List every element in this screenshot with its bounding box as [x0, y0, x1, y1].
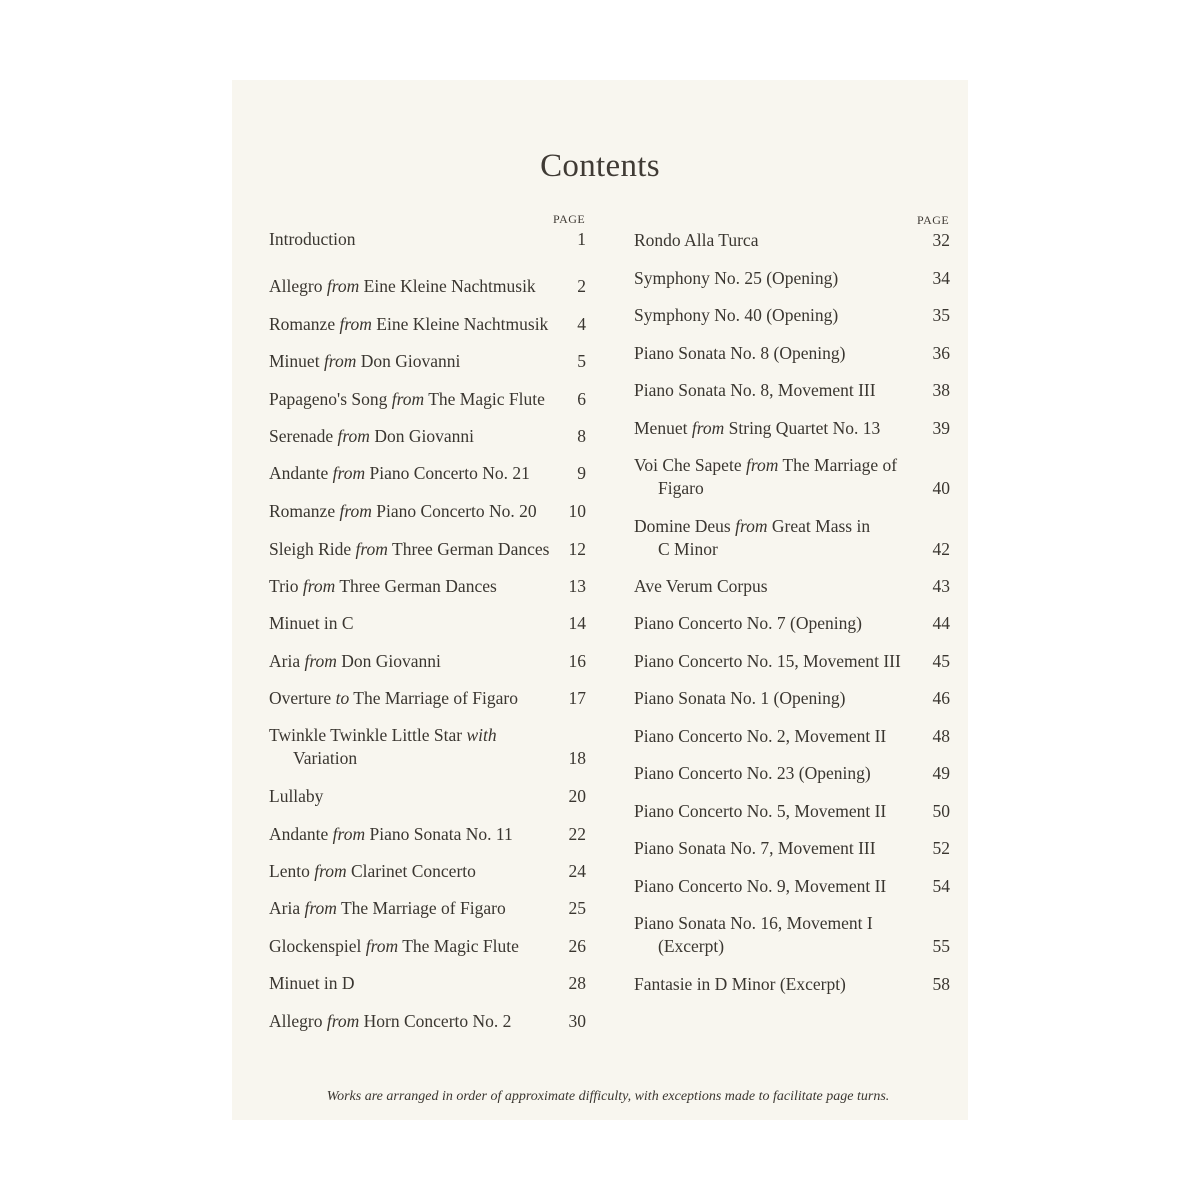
- toc-entry: [269, 462, 586, 485]
- toc-entry-title-part: Three German Dances: [335, 576, 497, 596]
- toc-entry-title-part: Piano Sonata No. 11: [365, 824, 513, 844]
- toc-entry-title-part: Lento: [269, 861, 315, 881]
- toc-entry-title-part: Serenade: [269, 426, 338, 446]
- toc-entry-title-part: Papageno's Song: [269, 389, 392, 409]
- toc-entry: [634, 575, 950, 598]
- toc-entry-page-number: 46: [932, 688, 950, 708]
- toc-entry-title: [269, 612, 354, 635]
- toc-entry-page-number: 58: [932, 974, 950, 994]
- toc-entry-page-number: 25: [568, 898, 586, 918]
- toc-entry-title: [634, 304, 838, 327]
- toc-entry-title-part: Minuet in C: [269, 613, 354, 633]
- toc-entry: [634, 912, 950, 958]
- toc-entry-title-part: Piano Concerto No. 23 (Opening): [634, 763, 871, 783]
- toc-entry-title: [634, 762, 871, 785]
- toc-entry: [269, 500, 586, 523]
- toc-entry-page-number: 5: [577, 351, 586, 371]
- toc-entry: [269, 897, 586, 920]
- toc-entry-page-number: 22: [568, 824, 586, 844]
- toc-entry: [269, 724, 586, 770]
- toc-entry-title-part: Don Giovanni: [356, 351, 461, 371]
- toc-entry-page-number: 40: [932, 478, 950, 498]
- toc-entry-title-part: Eine Kleine Nachtmusik: [359, 276, 536, 296]
- toc-entry-title: [269, 275, 536, 298]
- toc-entry: [634, 454, 950, 500]
- toc-entry: [269, 823, 586, 846]
- toc-entry: [269, 425, 586, 448]
- toc-entry: [634, 515, 950, 561]
- toc-entry: [269, 860, 586, 883]
- toc-entry-title-part: Overture: [269, 688, 336, 708]
- toc-entry-title-part: The Magic Flute: [424, 389, 545, 409]
- toc-entry-title-part: Domine Deus: [634, 516, 736, 536]
- toc-entry-title: [634, 912, 873, 958]
- toc-entry-page-number: 45: [932, 651, 950, 671]
- toc-entry-title: [634, 875, 886, 898]
- toc-entry-title-part: Allegro: [269, 276, 327, 296]
- toc-entry-connector: from: [339, 501, 372, 521]
- toc-entry-title: [634, 379, 876, 402]
- toc-entry: [269, 228, 586, 251]
- toc-entry: [634, 762, 950, 785]
- toc-entry-page-number: 49: [932, 763, 950, 783]
- toc-entry: [269, 350, 586, 373]
- toc-entry-page-number: 55: [932, 936, 950, 956]
- toc-entry-title: [269, 785, 323, 808]
- toc-entry: [634, 800, 950, 823]
- toc-entry-title-part: Glockenspiel: [269, 936, 366, 956]
- toc-entry-title: [634, 837, 876, 860]
- toc-entry-title-part: Symphony No. 25 (Opening): [634, 268, 839, 288]
- toc-entry-page-number: 26: [568, 936, 586, 956]
- toc-entry-connector: from: [337, 426, 370, 446]
- toc-entry-title-part: The Marriage of Figaro: [336, 898, 506, 918]
- toc-entry-title: [634, 650, 901, 673]
- toc-entry-title: [634, 267, 838, 290]
- toc-entry-page-number: 38: [932, 380, 950, 400]
- toc-entry-title-part: Piano Sonata No. 8 (Opening): [634, 343, 846, 363]
- toc-entry-title: [634, 687, 845, 710]
- toc-entry-title-part: Three German Dances: [387, 539, 550, 559]
- toc-entry-page-number: 30: [568, 1011, 586, 1031]
- toc-entry: [269, 612, 586, 635]
- toc-entry: [634, 650, 950, 673]
- toc-entry-page-number: 1: [577, 229, 586, 249]
- toc-entry-title-part: Aria: [269, 651, 305, 671]
- toc-entry-page-number: 13: [568, 576, 586, 596]
- toc-entry-title: [269, 860, 476, 883]
- toc-entry-title-part: Piano Concerto No. 21: [365, 463, 530, 483]
- toc-entry-title: [634, 725, 886, 748]
- toc-entry-connector: from: [314, 861, 347, 881]
- toc-entry: [634, 267, 950, 290]
- toc-entry-title: [634, 417, 880, 440]
- left-page-heading: PAGE: [553, 212, 586, 226]
- toc-entry-page-number: 28: [568, 973, 586, 993]
- toc-entry-title: [634, 229, 758, 252]
- toc-entry-title: [634, 973, 846, 996]
- toc-entry-title-part: Horn Concerto No. 2: [359, 1011, 512, 1031]
- toc-entry: [269, 972, 586, 995]
- toc-entry: [634, 229, 950, 252]
- toc-entry-title-part: Symphony No. 40 (Opening): [634, 305, 839, 325]
- toc-entry-title: [269, 350, 460, 373]
- toc-entry-title: [269, 388, 545, 411]
- toc-entry: [634, 612, 950, 635]
- toc-entry-page-number: 43: [932, 576, 950, 596]
- toc-entry-page-number: 8: [577, 426, 586, 446]
- toc-entry-page-number: 48: [932, 726, 950, 746]
- toc-entry-page-number: 6: [577, 389, 586, 409]
- toc-entry-title: [634, 515, 870, 561]
- toc-entry-title-part: Eine Kleine Nachtmusik: [371, 314, 549, 334]
- toc-entry-connector: from: [302, 576, 336, 596]
- toc-entry-title-part: Andante: [269, 463, 333, 483]
- toc-entry-title-part: Sleigh Ride: [269, 539, 356, 559]
- toc-entry-title-part: Trio: [269, 576, 303, 596]
- toc-entry-page-number: 24: [568, 861, 586, 881]
- toc-entry-title-part: Romanze: [269, 314, 340, 334]
- toc-entry-page-number: 2: [577, 276, 586, 296]
- toc-entry-page-number: 44: [932, 613, 950, 633]
- toc-entry-page-number: 32: [932, 230, 950, 250]
- toc-entry-title: [634, 575, 768, 598]
- toc-entry-title: [269, 500, 537, 523]
- toc-entry: [269, 275, 586, 298]
- toc-entry-title: [269, 462, 530, 485]
- toc-entry-title-part: Piano Concerto No. 5, Movement II: [634, 801, 887, 821]
- toc-entry-connector: with: [466, 725, 497, 745]
- toc-entry-title: [634, 612, 862, 635]
- toc-entry-title-part: Piano Concerto No. 20: [371, 501, 537, 521]
- toc-entry-title: [269, 228, 356, 251]
- toc-entry-title-part: Piano Sonata No. 8, Movement III: [634, 380, 876, 400]
- toc-entry-title-part: Clarinet Concerto: [346, 861, 476, 881]
- toc-entry: [634, 342, 950, 365]
- toc-entry-connector: from: [745, 455, 779, 475]
- toc-entry-title-part: Allegro: [269, 1011, 327, 1031]
- toc-entry-title-part: Aria: [269, 898, 305, 918]
- toc-entry-title: [634, 342, 845, 365]
- toc-entry-title-part: Minuet in D: [269, 973, 355, 993]
- toc-entry-page-number: 35: [932, 305, 950, 325]
- toc-entry-connector: to: [335, 688, 350, 708]
- toc-entry-title-part: Introduction: [269, 229, 356, 249]
- toc-entry-connector: from: [326, 276, 360, 296]
- toc-entry-title: [269, 650, 441, 673]
- toc-entry-connector: from: [326, 1011, 360, 1031]
- toc-entry-title: [269, 538, 549, 561]
- toc-entry-page-number: 52: [932, 838, 950, 858]
- toc-entry: [634, 725, 950, 748]
- toc-entry: [634, 837, 950, 860]
- toc-entry-title-part: Piano Sonata No. 1 (Opening): [634, 688, 846, 708]
- toc-entry-title-part: Piano Concerto No. 2, Movement II: [634, 726, 887, 746]
- toc-entry-title-part: Piano Concerto No. 7 (Opening): [634, 613, 862, 633]
- toc-entry: [269, 687, 586, 710]
- toc-entry-page-number: 20: [568, 786, 586, 806]
- toc-entry-title-continuation: Variation: [293, 748, 358, 768]
- toc-entry: [634, 379, 950, 402]
- toc-entry-title: [269, 313, 548, 336]
- toc-entry: [269, 935, 586, 958]
- toc-entry-page-number: 12: [568, 539, 586, 559]
- toc-entry-title: [634, 800, 886, 823]
- toc-entry-title-part: Fantasie in D Minor (Excerpt): [634, 974, 846, 994]
- toc-entry-title-part: Rondo Alla Turca: [634, 230, 759, 250]
- toc-entry-title: [269, 575, 497, 598]
- toc-entry-title-part: The Marriage of: [778, 455, 898, 475]
- toc-entry: [269, 388, 586, 411]
- toc-entry-connector: from: [355, 539, 388, 559]
- toc-entry-title: [269, 1010, 511, 1033]
- toc-entry-page-number: 16: [568, 651, 586, 671]
- toc-entry-title-part: Menuet: [634, 418, 692, 438]
- toc-entry-title: [269, 897, 506, 920]
- toc-entry-title-part: The Magic Flute: [398, 936, 519, 956]
- footnote: Works are arranged in order of approximate difficulty, with exceptions made to facilitate page turns.: [326, 1089, 890, 1104]
- toc-entry-title-part: Piano Concerto No. 9, Movement II: [634, 876, 887, 896]
- toc-entry-page-number: 50: [932, 801, 950, 821]
- toc-entry-page-number: 4: [577, 314, 586, 334]
- toc-entry-connector: from: [304, 651, 337, 671]
- toc-entry-title-part: Great Mass in: [767, 516, 871, 536]
- toc-entry: [634, 687, 950, 710]
- toc-entry-title-part: Don Giovanni: [336, 651, 441, 671]
- toc-entry-title: [269, 687, 518, 710]
- toc-entry-title-continuation: Figaro: [658, 478, 704, 498]
- toc-entry-page-number: 14: [568, 613, 586, 633]
- toc-entry: [269, 575, 586, 598]
- toc-entry-page-number: 9: [577, 463, 586, 483]
- toc-entry-title-part: Andante: [269, 824, 333, 844]
- toc-entry-page-number: 42: [932, 539, 950, 559]
- toc-entry-title-continuation: C Minor: [658, 539, 718, 559]
- toc-entry-page-number: 10: [568, 501, 586, 521]
- toc-entry: [269, 785, 586, 808]
- toc-entry-title: [634, 454, 897, 500]
- toc-entry-title: [269, 935, 519, 958]
- toc-entry-title: [269, 425, 474, 448]
- toc-entry-connector: from: [323, 351, 357, 371]
- toc-entry-connector: from: [332, 824, 366, 844]
- toc-entry-page-number: 36: [932, 343, 950, 363]
- toc-entry-page-number: 39: [932, 418, 950, 438]
- toc-entry: [634, 973, 950, 996]
- toc-entry-connector: from: [332, 463, 366, 483]
- toc-entry-title-part: Romanze: [269, 501, 340, 521]
- toc-entry: [269, 538, 586, 561]
- toc-entry-connector: from: [735, 516, 768, 536]
- toc-entry-title: [269, 724, 497, 770]
- toc-entry: [269, 313, 586, 336]
- toc-entry-title-part: String Quartet No. 13: [724, 418, 881, 438]
- page-title: Contents: [540, 148, 660, 184]
- toc-entry-page-number: 17: [568, 688, 586, 708]
- toc-entry-title-part: The Marriage of Figaro: [349, 688, 518, 708]
- toc-entry-connector: from: [391, 389, 425, 409]
- right-page-heading: PAGE: [917, 213, 950, 227]
- toc-entry-page-number: 54: [932, 876, 950, 896]
- toc-entry-title-part: Ave Verum Corpus: [634, 576, 768, 596]
- toc-entry: [269, 1010, 586, 1033]
- toc-entry: [634, 304, 950, 327]
- toc-entry-title: [269, 972, 355, 995]
- toc-entry-connector: from: [304, 898, 337, 918]
- toc-entry-title-part: Piano Sonata No. 16, Movement I: [634, 913, 873, 933]
- toc-entry-title: [269, 823, 513, 846]
- toc-entry-title-part: Lullaby: [269, 786, 324, 806]
- toc-entry-title-part: Voi Che Sapete: [634, 455, 746, 475]
- toc-entry-title-part: Piano Concerto No. 15, Movement III: [634, 651, 901, 671]
- toc-entry-connector: from: [691, 418, 725, 438]
- toc-entry-title-part: Piano Sonata No. 7, Movement III: [634, 838, 876, 858]
- toc-entry-title-part: Don Giovanni: [369, 426, 474, 446]
- toc-entry: [634, 875, 950, 898]
- toc-entry-page-number: 18: [568, 748, 586, 768]
- toc-entry: [634, 417, 950, 440]
- toc-entry-page-number: 34: [932, 268, 950, 288]
- toc-entry-connector: from: [365, 936, 399, 956]
- toc-entry-title-continuation: (Excerpt): [658, 936, 725, 956]
- toc-entry-title-part: Twinkle Twinkle Little Star: [269, 725, 467, 745]
- toc-entry-title-part: Minuet: [269, 351, 324, 371]
- toc-entry-connector: from: [339, 314, 372, 334]
- toc-entry: [269, 650, 586, 673]
